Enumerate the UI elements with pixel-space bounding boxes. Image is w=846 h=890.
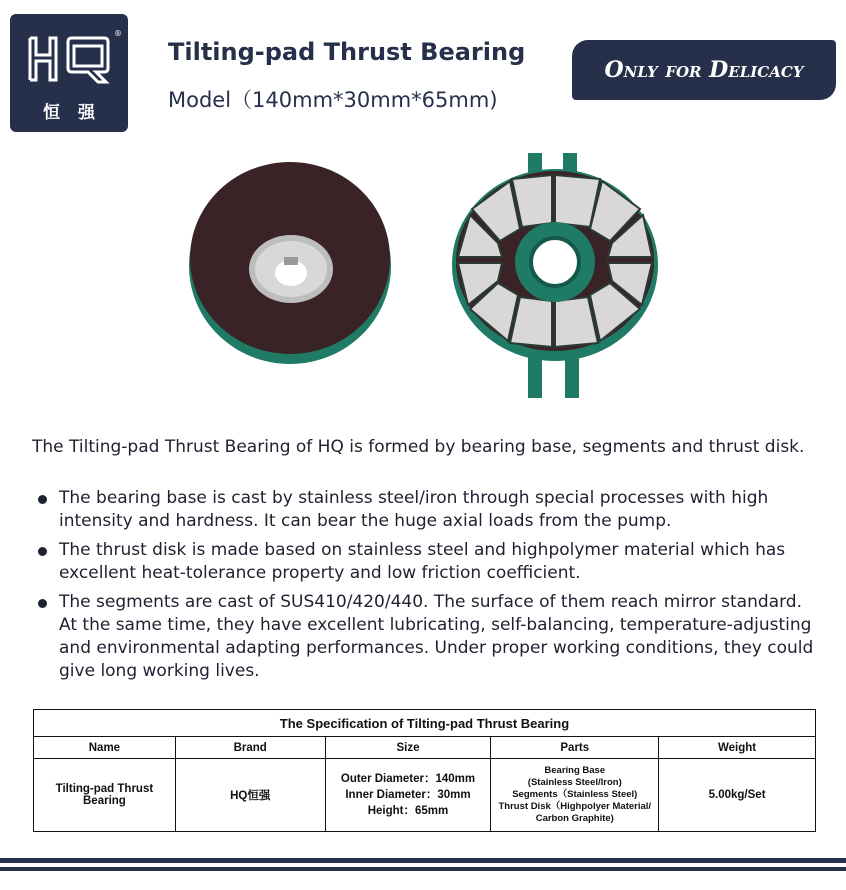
parts-line: Bearing Base [544, 765, 606, 776]
header-size: Size [325, 737, 491, 759]
feature-text: The bearing base is cast by stainless steel/iron through special processes with high intensity and hardness. It can bear the huge axial loads from the pump. [59, 488, 769, 531]
brand-logo [10, 14, 128, 132]
parts-line: Carbon Graphite) [535, 813, 614, 824]
spec-table [33, 709, 816, 832]
list-item [32, 539, 822, 585]
header-brand: Brand [175, 737, 325, 759]
spec-table-caption: The Specification of Tilting-pad Thrust Bearing [34, 710, 816, 737]
parts-line: (Stainless Steel/Iron) [527, 777, 622, 788]
header-parts: Parts [491, 737, 659, 759]
footer-rule [0, 867, 846, 871]
size-inner: Inner Diameter：30mm [345, 789, 471, 801]
cell-weight: 5.00kg/Set [659, 759, 816, 832]
thrust-disk-image [189, 162, 391, 364]
table-header-row [34, 737, 816, 759]
cell-parts [491, 759, 659, 832]
feature-text: The segments are cast of SUS410/420/440. The surface of them reach mirror standard. At the same time, they have excellent lubricating, self-balancing, temperature-adjusting and environmental adapting performances. Under proper working conditions, they could give long working lives. [59, 592, 814, 681]
hq-logo-mark [10, 14, 128, 98]
product-photo [180, 145, 680, 400]
bearing-assembly-image [452, 153, 658, 398]
header-name: Name [34, 737, 176, 759]
intro-paragraph: The Tilting-pad Thrust Bearing of HQ is formed by bearing base, segments and thrust disk. [32, 437, 805, 457]
header-weight: Weight [659, 737, 816, 759]
bullet-icon [38, 547, 47, 556]
model-subtitle: Model（140mm*30mm*65mm) [168, 88, 498, 112]
list-item [32, 591, 822, 683]
cell-brand: HQ恒强 [175, 759, 325, 832]
parts-line: Segments（Stainless Steel) [512, 789, 638, 800]
parts-line: Thrust Disk（Highpolyer Material/ [498, 801, 652, 812]
footer-rule [0, 858, 846, 863]
cell-name: Tilting-pad Thrust Bearing [34, 759, 176, 832]
cell-size [325, 759, 491, 832]
feature-list [32, 487, 822, 689]
bullet-icon [38, 495, 47, 504]
size-height: Height：65mm [367, 805, 449, 817]
tagline-badge: Only for Delicacy [572, 40, 836, 100]
registered-mark: ® [114, 29, 122, 38]
page-title: Tilting-pad Thrust Bearing [168, 38, 526, 66]
logo-chinese-text: 恒强 [43, 103, 113, 123]
feature-text: The thrust disk is made based on stainless steel and highpolymer material which has excellent heat-tolerance property and low friction coefficient. [59, 540, 786, 583]
table-row [34, 759, 816, 832]
list-item [32, 487, 822, 533]
size-outer: Outer Diameter：140mm [340, 773, 476, 785]
bullet-icon [38, 599, 47, 608]
